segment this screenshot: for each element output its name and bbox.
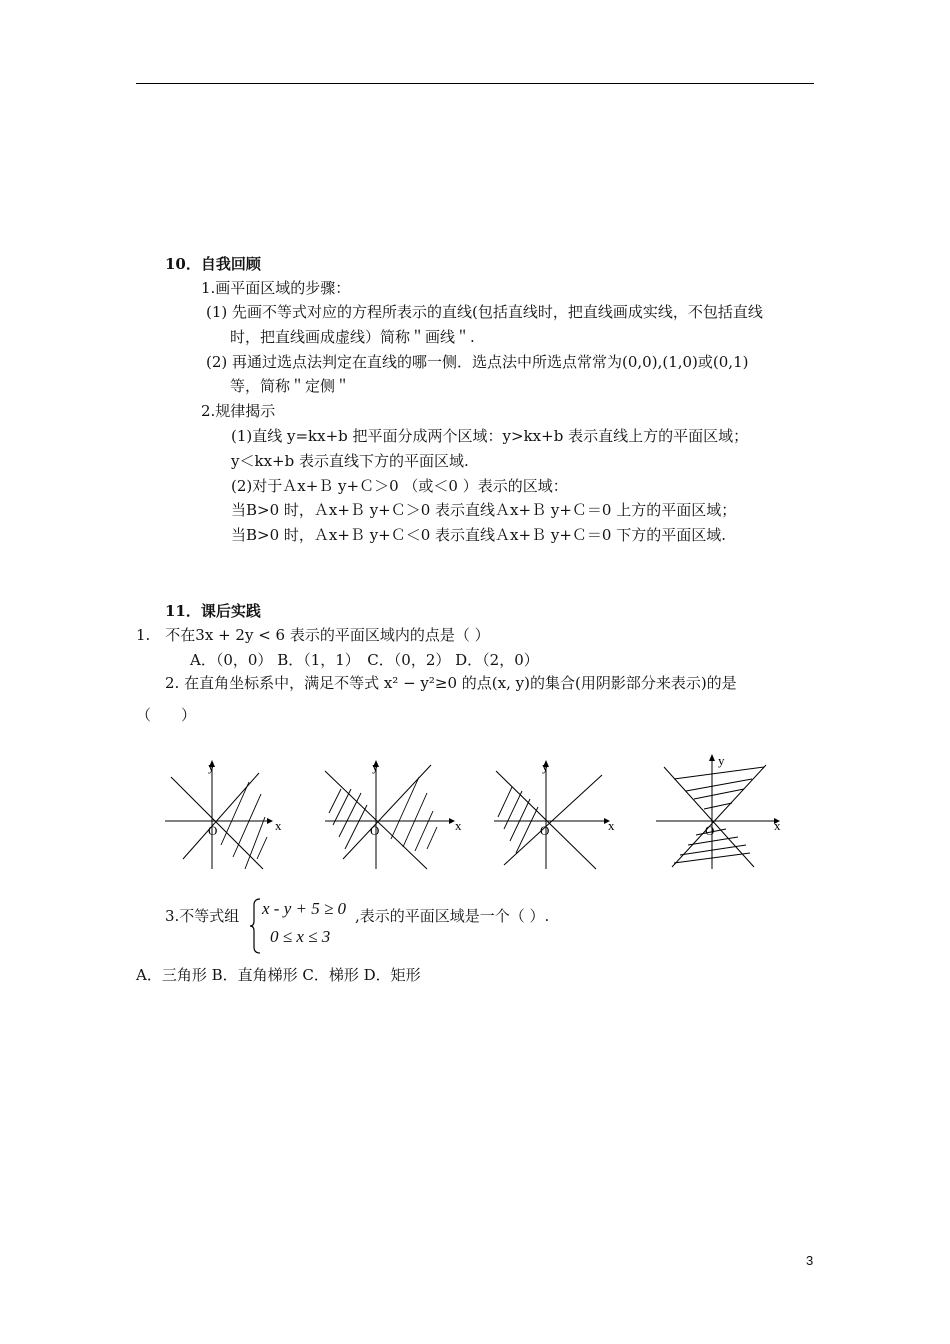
header-rule: [136, 83, 814, 84]
x-axis-label: x: [774, 818, 781, 833]
figure-option-c: [492, 755, 632, 871]
x-axis-label: x: [275, 818, 282, 833]
origin-label: O: [540, 823, 550, 838]
y-axis-label: y: [542, 759, 549, 774]
hatch-right-wedge: [391, 777, 437, 851]
rule-2-line-b: 当B>0 时，Ａx+Ｂ y+Ｃ＞0 表示直线Ａx+Ｂ y+Ｃ＝0 上方的平面区域；: [231, 501, 737, 519]
y-axis-arrow: [709, 754, 715, 761]
question-3-suffix: ,表示的平面区域是一个（ ）.: [355, 907, 550, 925]
item-1-heading: 1.画平面区域的步骤：: [201, 279, 351, 297]
x-axis-label: x: [608, 818, 615, 833]
origin-label: O: [208, 823, 218, 838]
step-1-line-a: (1) 先画不等式对应的方程所表示的直线(包括直线时，把直线画成实线，不包括直线: [206, 303, 763, 321]
question-2-line-a: 2. 在直角坐标系中，满足不等式 x² − y²≥0 的点(x, y)的集合(用阴影部分来表示)的是: [165, 674, 737, 692]
hatch-left-wedge: [498, 787, 538, 853]
system-line-1: x - y + 5 ≥ 0: [262, 899, 347, 918]
hatch-right-wedge: [221, 782, 267, 869]
rule-2-line-a: (2)对于Ａx+Ｂ y+Ｃ＞0 （或＜0 ）表示的区域：: [231, 477, 568, 495]
section-11-title: 11．课后实践: [165, 602, 261, 620]
question-3-prefix: 3.不等式组: [165, 907, 240, 925]
question-1-options: A．（0，0） B．（1，1） C．（0，2） D．（2，0）: [190, 651, 539, 669]
system-line-2: 0 ≤ x ≤ 3: [270, 927, 331, 946]
question-1: 1. 不在3x + 2y < 6 表示的平面区域内的点是（ ）: [136, 626, 490, 644]
hatch-top-wedge: [674, 767, 764, 809]
item-2-heading: 2.规律揭示: [201, 402, 276, 420]
rule-1-line-a: (1)直线 y=kx+b 把平面分成两个区域：y>kx+b 表示直线上方的平面区域；: [231, 427, 749, 445]
figure-option-a: [163, 755, 303, 871]
origin-label: O: [370, 823, 380, 838]
step-2-line-a: (2) 再通过选点法判定在直线的哪一侧．选点法中所选点常常为(0,0),(1,0)或(0,1): [206, 353, 749, 371]
figure-option-d: [654, 755, 794, 871]
y-axis-label: y: [372, 759, 379, 774]
line-y-eq-x: [183, 773, 259, 859]
question-3-options: A．三角形 B．直角梯形 C．梯形 D．矩形: [136, 966, 421, 984]
line-y-eq-x: [504, 775, 602, 865]
y-axis-label: y: [718, 753, 725, 768]
rule-1-line-b: y＜kx+b 表示直线下方的平面区域.: [231, 452, 469, 470]
step-2-line-b: 等，简称＂定侧＂: [230, 377, 351, 395]
figure-option-b: [323, 755, 463, 871]
line-y-eq-x: [672, 765, 766, 867]
line-y-eq-neg-x: [664, 767, 754, 867]
question-2-line-b: （ ）: [136, 706, 197, 724]
section-10-title: 10．自我回顾: [165, 255, 261, 273]
origin-label: O: [705, 823, 715, 838]
page-number: 3: [806, 1253, 814, 1268]
rule-2-line-c: 当B>0 时，Ａx+Ｂ y+Ｃ＜0 表示直线Ａx+Ｂ y+Ｃ＝0 下方的平面区域.: [231, 526, 726, 544]
x-axis-arrow: [267, 818, 273, 824]
y-axis-label: y: [208, 759, 215, 774]
x-axis-label: x: [455, 818, 462, 833]
step-1-line-b: 时，把直线画成虚线）简称＂画线＂.: [230, 328, 475, 346]
